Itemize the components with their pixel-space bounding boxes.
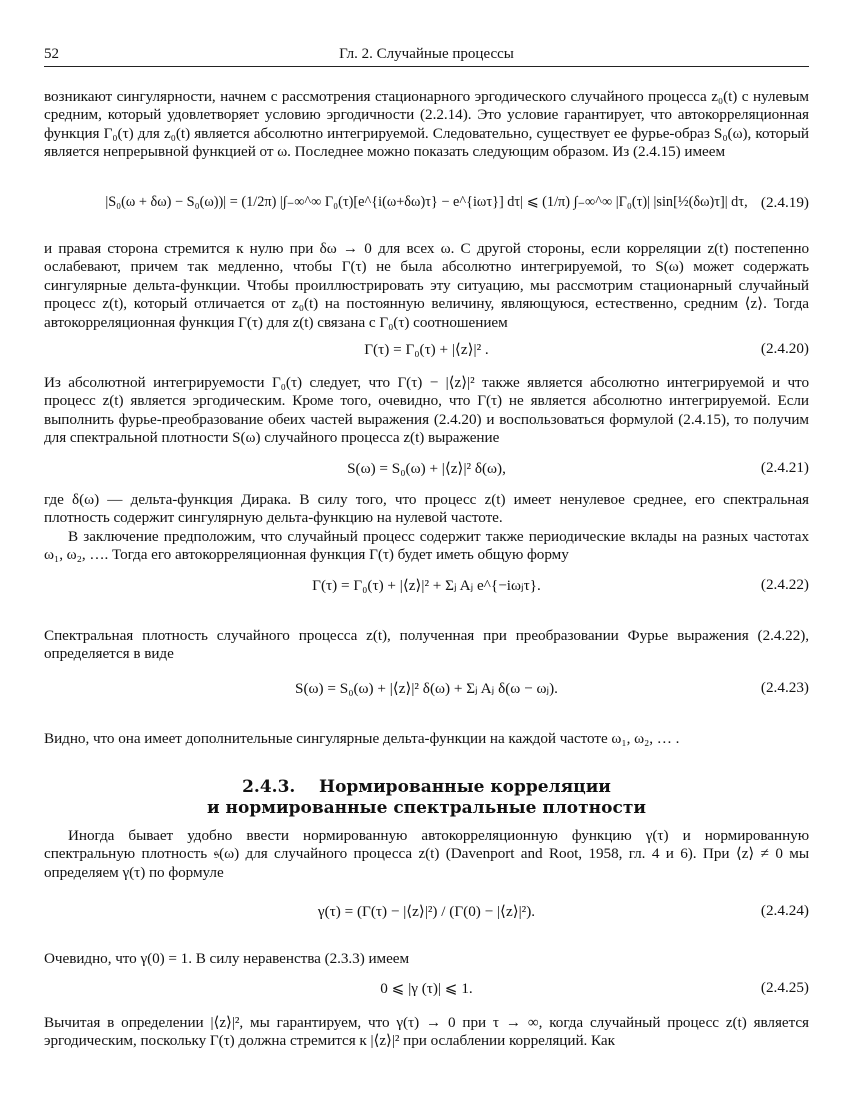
paragraph-1: возникают сингулярности, начнем с рассмотрения стационарного эргодического случайного процесса z₀(t) с нулевым средним, который удовлетворяет условию эргодичности (2.2.14). Это условие гарантирует, что автокорреляционная функция Γ₀(τ) для z₀(t) является абсолютно интегрируемой. Следовательно, существует ее фурье-образ S₀(ω), который является непрерывной функцией от ω. Последнее можно показать следующим образом. Из (2.4.15) имеем — [44, 88, 809, 161]
equation-formula: 0 ⩽ |γ (τ)| ⩽ 1. — [380, 980, 473, 997]
equation-number: (2.4.19) — [760, 194, 809, 211]
equation-2-4-19 — [44, 190, 809, 220]
equation-2-4-21 — [44, 455, 809, 485]
paragraph-10: Вычитая в определении |⟨z⟩|², мы гарантируем, что γ(τ) → 0 при τ → ∞, когда случайный процесс z(t) является эргодическим, поскольку Γ(τ) должна стремится к |⟨z⟩|² при ослаблении корреляций. Как — [44, 1014, 809, 1050]
equation-2-4-22 — [44, 572, 809, 602]
equation-number: (2.4.22) — [760, 576, 809, 593]
equation-2-4-24 — [44, 898, 809, 928]
paragraph-7: Видно, что она имеет дополнительные сингулярные дельта-функции на каждой частоте ω₁, ω₂, … . — [44, 730, 680, 747]
section-heading-line1 — [44, 777, 809, 798]
paragraph-8: Иногда бывает удобно ввести нормированную автокорреляционную функцию γ(τ) и нормированную спектральную плотность 𝔰(ω) для случайного процесса z(t) (Davenport and Root, 1958, гл. 4 и 6). При ⟨z⟩ ≠ 0 мы определяем γ(τ) по формуле — [44, 827, 809, 881]
paragraph-4: где δ(ω) — дельта-функция Дирака. В силу того, что процесс z(t) имеет ненулевое среднее, его спектральная плотность содержит сингулярную дельта-функцию на нулевой частоте. — [44, 491, 809, 527]
section-number: 2.4.3. — [242, 777, 296, 797]
equation-formula: Γ(τ) = Γ₀(τ) + |⟨z⟩|² + Σⱼ Aⱼ e^{−iωⱼτ}. — [312, 577, 541, 594]
equation-formula: S(ω) = S₀(ω) + |⟨z⟩|² δ(ω), — [347, 460, 506, 477]
section-title-line2: и нормированные спектральные плотности — [207, 798, 646, 818]
paragraph-3: Из абсолютной интегрируемости Γ₀(τ) следует, что Γ(τ) − |⟨z⟩|² также является абсолютно интегрируемой и что процесс z(t) является эргодическим. Кроме того, очевидно, что Γ(τ) не является абсолютно интегрируемой. Если выполнить фурье-преобразование обеих частей выражения (2.4.20) и воспользоваться формулой (2.4.15), то получим для спектральной плотности S(ω) случайного процесса z(t) выражение — [44, 374, 809, 447]
page-header — [44, 46, 809, 67]
section-heading — [44, 777, 809, 819]
paragraph-6: Спектральная плотность случайного процесса z(t), полученная при преобразовании Фурье выражения (2.4.22), определяется в виде — [44, 627, 809, 663]
section-title-line1: Нормированные корреляции — [319, 777, 611, 797]
equation-number: (2.4.24) — [760, 902, 809, 919]
equation-number: (2.4.20) — [760, 340, 809, 357]
equation-2-4-25 — [44, 975, 809, 1005]
equation-formula: S(ω) = S₀(ω) + |⟨z⟩|² δ(ω) + Σⱼ Aⱼ δ(ω − ωⱼ). — [295, 680, 558, 697]
paragraph-9: Очевидно, что γ(0) = 1. В силу неравенства (2.3.3) имеем — [44, 950, 410, 967]
equation-number: (2.4.21) — [760, 459, 809, 476]
equation-number: (2.4.25) — [760, 979, 809, 996]
equation-2-4-23 — [44, 675, 809, 705]
equation-number: (2.4.23) — [760, 679, 809, 696]
page-number: 52 — [44, 46, 59, 62]
paragraph-5: В заключение предположим, что случайный процесс содержит также периодические вклады на разных частотах ω₁, ω₂, …. Тогда его автокорреляционная функция Γ(τ) будет иметь общую форму — [44, 528, 809, 564]
paragraph-2: и правая сторона стремится к нулю при δω → 0 для всех ω. С другой стороны, если корреляции z(t) постепенно ослабевают, причем так медленно, чтобы Γ(τ) не была абсолютно интегрируемой, то S(ω) может содержать сингулярные дельта-функции. Чтобы проиллюстрировать эту ситуацию, мы рассмотрим стационарный случайный процесс z(t), который отличается от z₀(t) на постоянную величину, являющуюся, естественно, средним ⟨z⟩. Тогда автокорреляционная функция Γ(τ) для z(t) связана с Γ₀(τ) соотношением — [44, 240, 809, 331]
equation-formula: Γ(τ) = Γ₀(τ) + |⟨z⟩|² . — [364, 341, 489, 358]
running-title: Гл. 2. Случайные процессы — [339, 46, 514, 62]
equation-formula: γ(τ) = (Γ(τ) − |⟨z⟩|²) / (Γ(0) − |⟨z⟩|²). — [317, 903, 536, 920]
equation-2-4-20 — [44, 336, 809, 366]
equation-formula: |S₀(ω + δω) − S₀(ω))| = (1/2π) |∫₋∞^∞ Γ₀(τ)[e^{i(ω+δω)τ} − e^{iωτ}] dτ| ⩽ (1/π) ∫₋∞^∞ |Γ₀(τ)| |sin[½(δω)τ]| dτ, — [105, 194, 748, 210]
